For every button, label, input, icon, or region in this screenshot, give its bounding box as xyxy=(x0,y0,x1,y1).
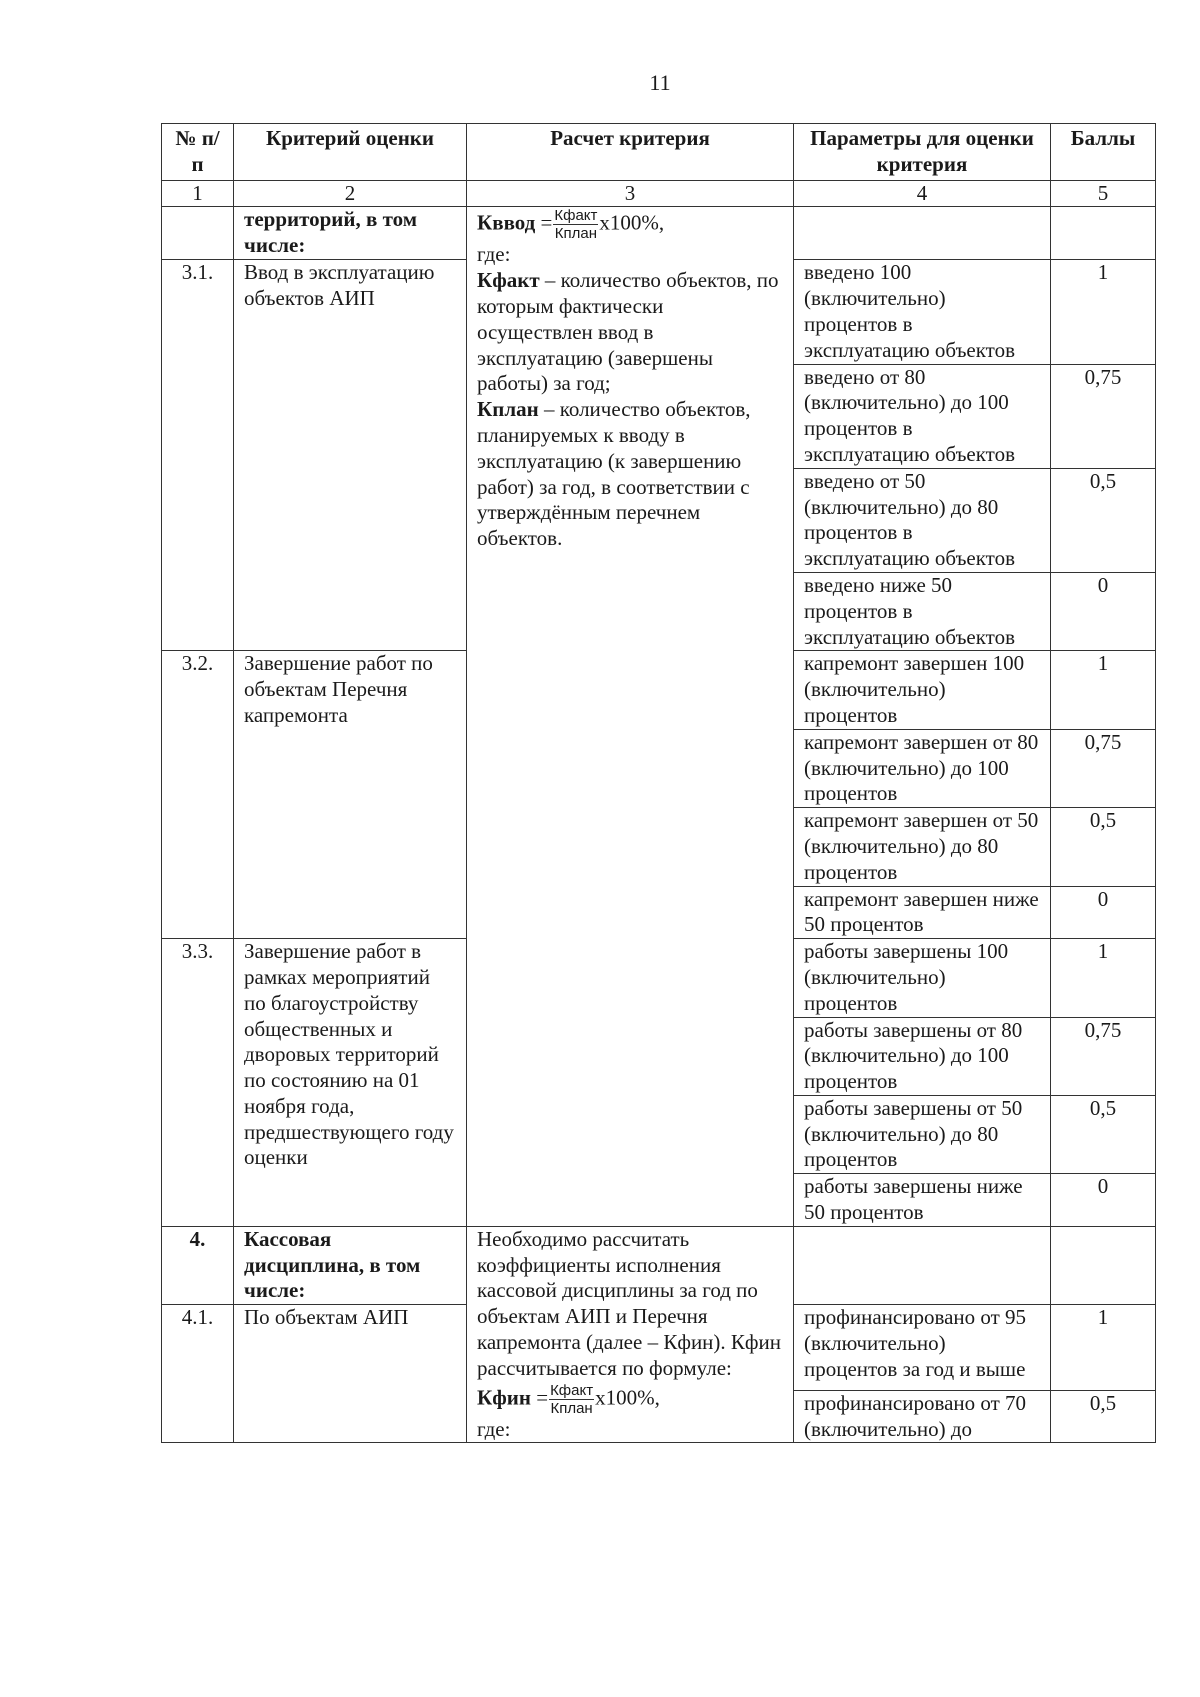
column-number: 5 xyxy=(1051,180,1156,207)
formula xyxy=(477,207,783,242)
score-value: 0,5 xyxy=(1051,808,1156,886)
parameter-text: работы завершены от 80 (включительно) до 100 процентов xyxy=(794,1017,1051,1095)
score-value: 1 xyxy=(1051,1305,1156,1391)
parameter-text: капремонт завершен от 50 (включительно) до 80 процентов xyxy=(794,808,1051,886)
parameter-cell xyxy=(794,1226,1051,1304)
fraction-denominator: Кплан xyxy=(550,1399,593,1417)
kplan-label: Кплан xyxy=(477,397,539,422)
score-value: 0 xyxy=(1051,572,1156,650)
calculation-cell xyxy=(467,207,794,1226)
header-col-score: Баллы xyxy=(1051,124,1156,181)
kfakt-label: Кфакт xyxy=(477,268,540,293)
fraction-numerator: Кфакт xyxy=(550,1381,594,1399)
score-value: 0,75 xyxy=(1051,1017,1156,1095)
parameter-text: введено от 50 (включительно) до 80 процентов в эксплуатацию объектов xyxy=(794,468,1051,572)
parameter-text: капремонт завершен ниже 50 процентов xyxy=(794,886,1051,939)
formula-label: Кввод xyxy=(477,210,536,235)
criterion-name: Завершение работ по объектам Перечня капремонта xyxy=(234,651,467,939)
section-title: территорий, в том числе: xyxy=(234,207,467,260)
table-header-row xyxy=(162,124,1156,181)
score-value: 1 xyxy=(1051,651,1156,729)
criteria-table xyxy=(161,123,1156,1443)
formula-label: Кфин xyxy=(477,1384,531,1409)
parameter-text: работы завершены от 50 (включительно) до 80 процентов xyxy=(794,1095,1051,1173)
calc-intro: Необходимо рассчитать коэффициенты исполнения кассовой дисциплины за год по объектам АИП и Перечня капремонта (далее – Кфин). Кфин рассчитывается по формуле: xyxy=(477,1226,781,1380)
header-col-number: № п/п xyxy=(162,124,234,181)
score-value: 0 xyxy=(1051,1174,1156,1227)
formula-eq: = xyxy=(535,210,553,235)
row-number: 3.3. xyxy=(162,939,234,1227)
parameter-text: введено ниже 50 процентов в эксплуатацию объектов xyxy=(794,572,1051,650)
formula-eq: = xyxy=(530,1384,549,1409)
section-title: Кассовая дисциплина, в том числе: xyxy=(234,1226,467,1304)
formula-tail: x100%, xyxy=(599,210,665,235)
fraction xyxy=(549,1382,594,1417)
kplan-text: – количество объектов, планируемых к вводу в эксплуатацию (к завершению работ) за год, в соответствии с утверждённым перечнем объектов. xyxy=(477,397,751,551)
fraction xyxy=(553,207,598,242)
parameter-text: профинансировано от 70 (включительно) до xyxy=(794,1390,1051,1443)
criterion-name: Завершение работ в рамках мероприятий по благоустройству общественных и дворовых территорий по состоянию на 01 ноября года, предшествующего году оценки xyxy=(234,939,467,1227)
fraction-numerator: Кфакт xyxy=(554,207,598,225)
parameter-text: капремонт завершен 100 (включительно) процентов xyxy=(794,651,1051,729)
row-number xyxy=(162,207,234,260)
score-value: 0,5 xyxy=(1051,468,1156,572)
header-col-calculation: Расчет критерия xyxy=(467,124,794,181)
score-value: 1 xyxy=(1051,260,1156,364)
row-number: 4. xyxy=(162,1226,234,1304)
score-cell xyxy=(1051,207,1156,260)
score-value: 0,75 xyxy=(1051,364,1156,468)
column-number: 3 xyxy=(467,180,794,207)
column-number-row xyxy=(162,180,1156,207)
kplan-definition xyxy=(477,397,783,552)
row-number: 3.1. xyxy=(162,260,234,651)
criterion-name: По объектам АИП xyxy=(234,1305,467,1443)
column-number: 4 xyxy=(794,180,1051,207)
criterion-name: Ввод в эксплуатацию объектов АИП xyxy=(234,260,467,651)
calculation-cell xyxy=(467,1226,794,1443)
header-col-criterion: Критерий оценки xyxy=(234,124,467,181)
score-value: 0,5 xyxy=(1051,1095,1156,1173)
column-number: 1 xyxy=(162,180,234,207)
parameter-text: профинансировано от 95 (включительно) процентов за год и выше xyxy=(794,1305,1051,1391)
table-row xyxy=(162,207,1156,260)
kfakt-definition xyxy=(477,268,783,397)
kfakt-text: – количество объектов, по которым фактически осуществлен ввод в эксплуатацию (завершены работы) за год; xyxy=(477,268,779,396)
score-value: 0,5 xyxy=(1051,1390,1156,1443)
parameter-text: капремонт завершен от 80 (включительно) до 100 процентов xyxy=(794,729,1051,807)
score-value: 0 xyxy=(1051,886,1156,939)
parameter-text: работы завершены ниже 50 процентов xyxy=(794,1174,1051,1227)
page-number: 11 xyxy=(649,70,671,95)
parameter-text: работы завершены 100 (включительно) процентов xyxy=(794,939,1051,1017)
where-label: где: xyxy=(477,242,511,267)
table-row xyxy=(162,1226,1156,1304)
parameter-cell xyxy=(794,207,1051,260)
score-value: 0,75 xyxy=(1051,729,1156,807)
header-col-parameters: Параметры для оценки критерия xyxy=(794,124,1051,181)
parameter-text: введено от 80 (включительно) до 100 процентов в эксплуатацию объектов xyxy=(794,364,1051,468)
column-number: 2 xyxy=(234,180,467,207)
row-number: 3.2. xyxy=(162,651,234,939)
score-value: 1 xyxy=(1051,939,1156,1017)
parameter-text: введено 100 (включительно) процентов в эксплуатацию объектов xyxy=(794,260,1051,364)
fraction-denominator: Кплан xyxy=(554,225,598,243)
formula xyxy=(477,1382,783,1417)
row-number: 4.1. xyxy=(162,1305,234,1443)
formula-tail: x100%, xyxy=(595,1384,660,1409)
score-cell xyxy=(1051,1226,1156,1304)
where-label: где: xyxy=(477,1416,511,1441)
